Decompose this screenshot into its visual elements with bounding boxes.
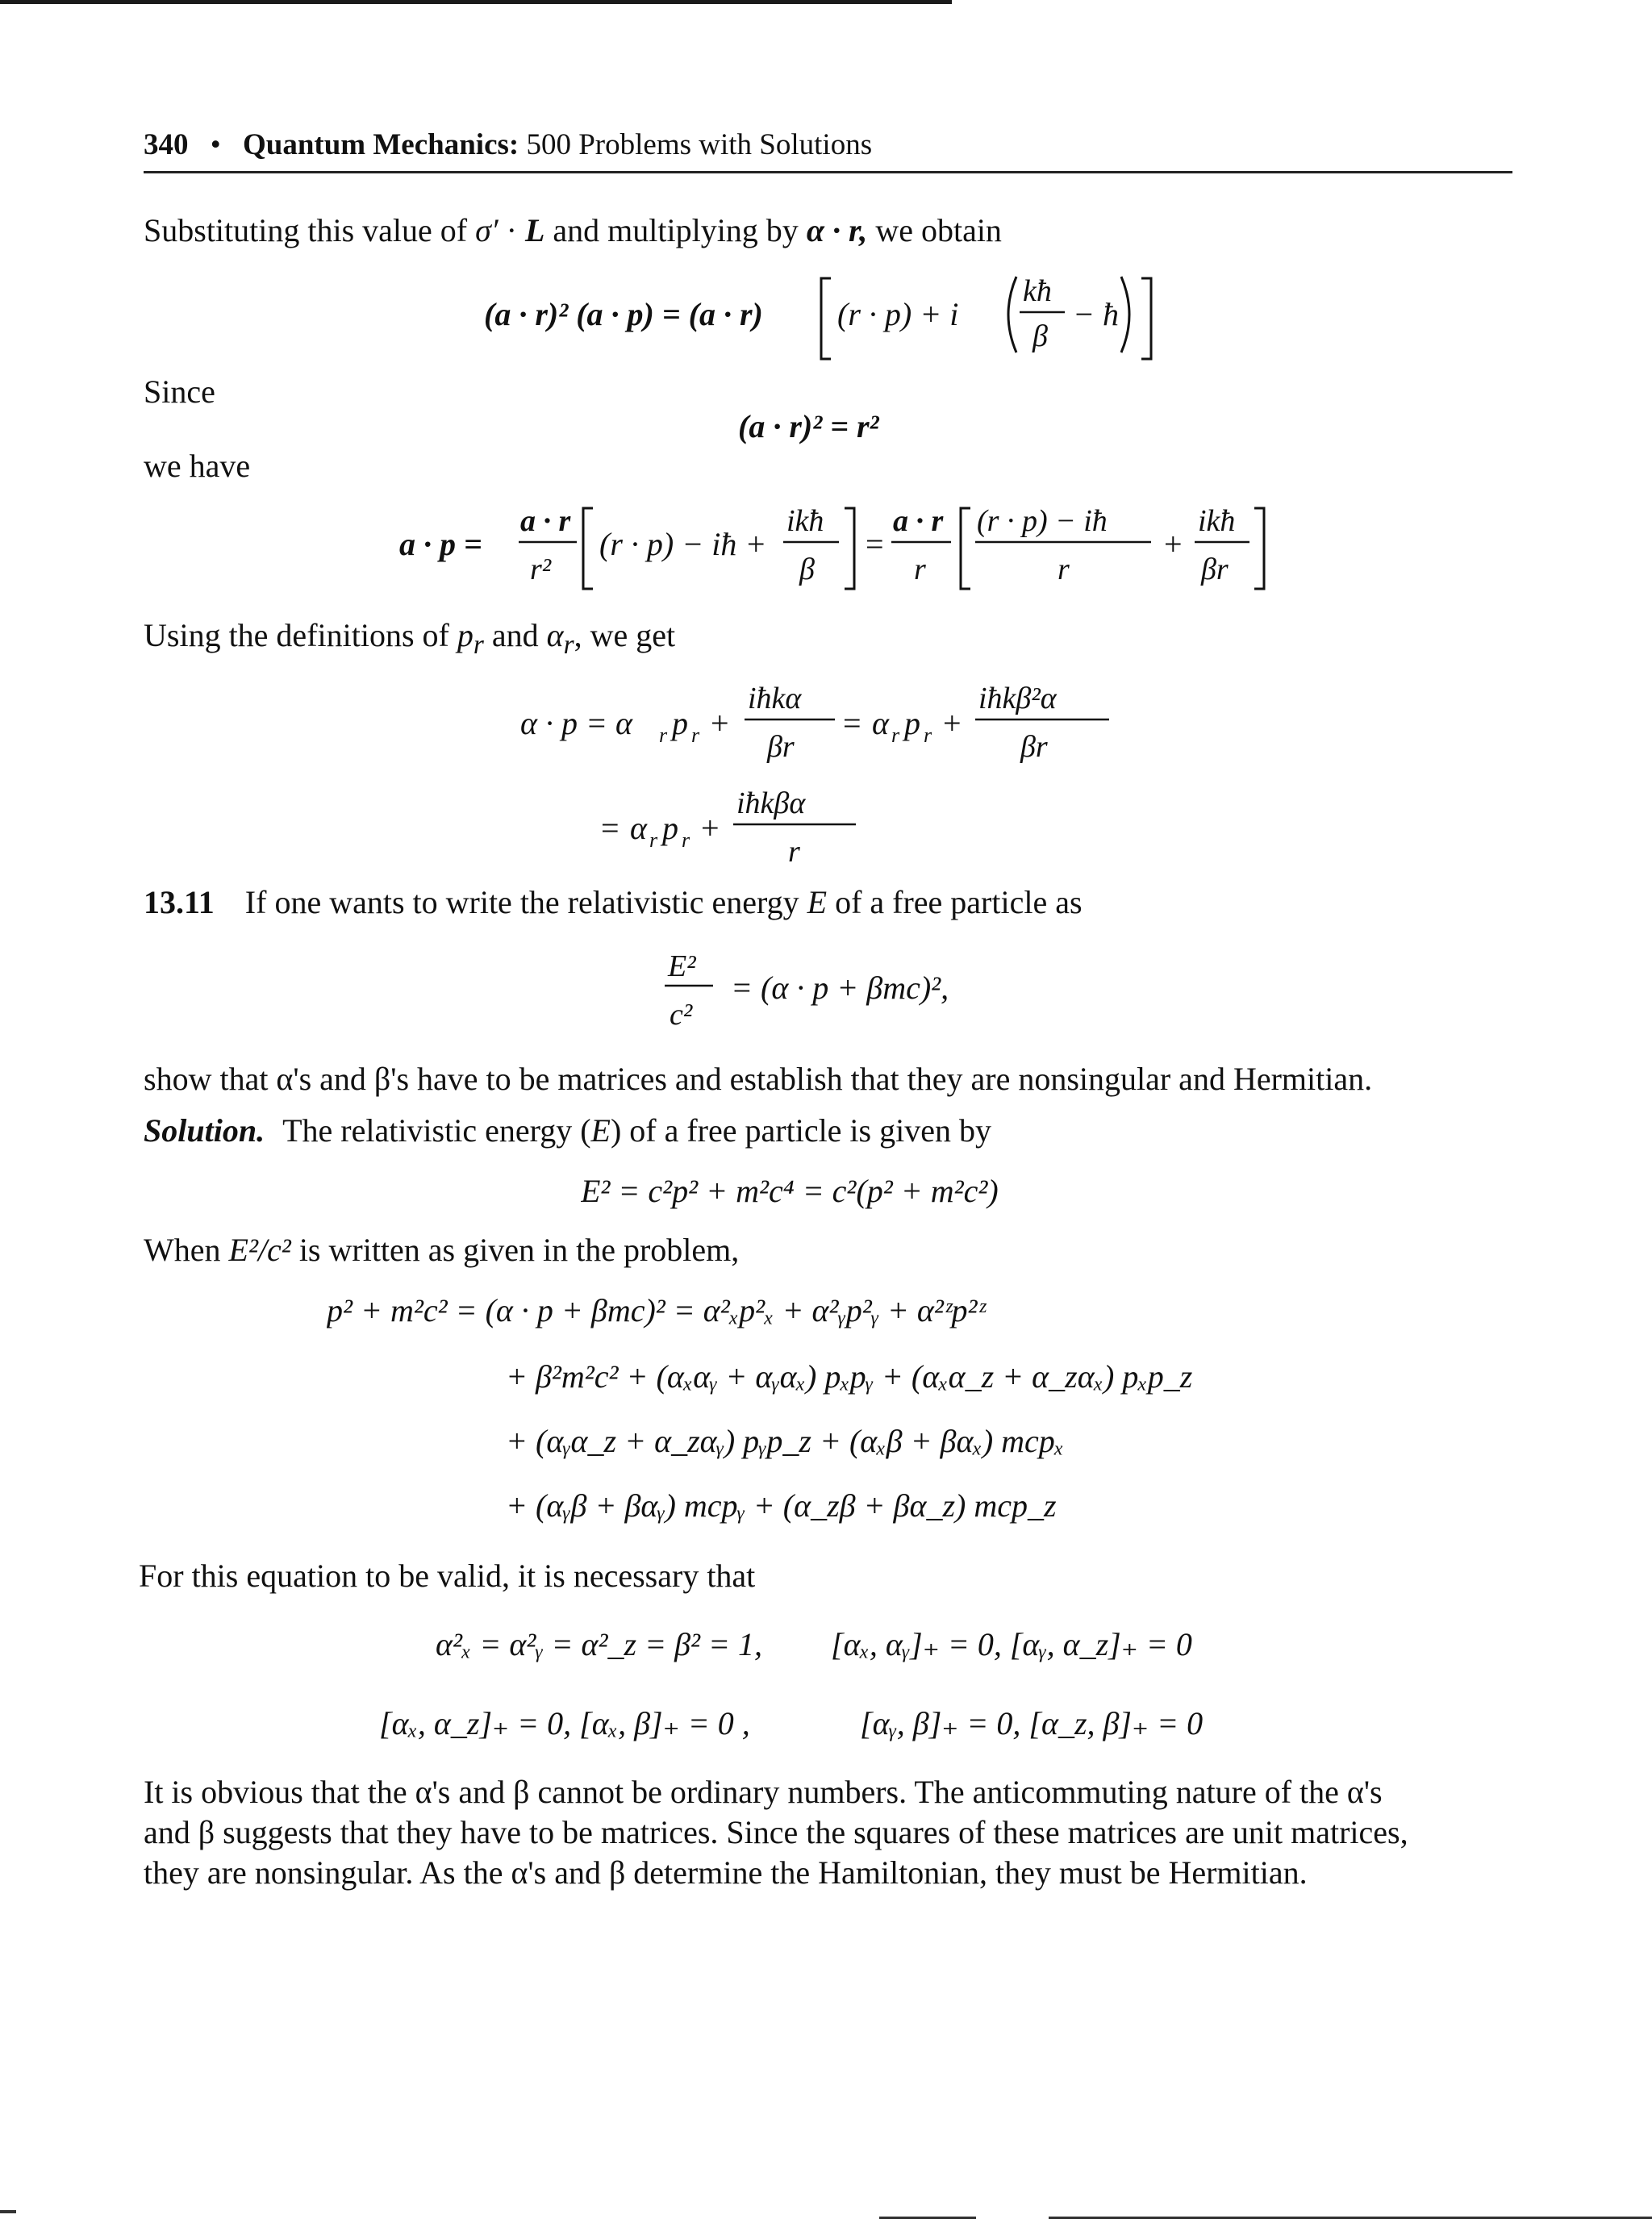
eq6-rhs: = (α · p + βmc)², <box>731 970 949 1006</box>
text-fragment: and multiplying by <box>544 212 807 248</box>
eq4-alpha-p: α <box>872 705 889 741</box>
eq4-f1-num: iħkα <box>748 682 802 715</box>
eq4-f2-num: iħkβ²α <box>978 682 1057 715</box>
eq3-f3-den: r <box>914 553 926 586</box>
eq4-sub: r <box>691 724 700 747</box>
eq1-left-paren <box>1008 277 1016 352</box>
eq3-bracket-1-right <box>845 508 854 589</box>
paragraph-substituting <box>144 210 1002 252</box>
final-paragraph-line-2: and β suggests that they have to be matrices. Since the squares of these matrices are unit matrices, <box>144 1814 1408 1850</box>
eq1-fraction-num: kħ <box>1023 274 1052 308</box>
equation-5 <box>601 774 891 883</box>
eq4-sub: r <box>891 724 900 747</box>
paragraph-show: show that α's and β's have to be matrices and establish that they are nonsingular and Hermitian. <box>144 1061 1373 1097</box>
eq3-bracket-1-left <box>583 508 593 589</box>
eq1-fraction-den: β <box>1032 319 1048 353</box>
equation-3-svg <box>399 492 1270 597</box>
eq1-right-bracket <box>1141 278 1151 359</box>
equation-8 <box>327 1281 1343 1559</box>
problem-13-11-intro <box>144 882 1083 924</box>
eq4-p: p <box>672 705 688 741</box>
header-bullet: • <box>210 128 221 161</box>
book-title: Quantum Mechanics: <box>242 128 519 161</box>
paragraph-when <box>144 1229 739 1271</box>
eq3-f2-num: ikħ <box>786 504 824 538</box>
equation-4 <box>520 669 1133 778</box>
scan-mark <box>879 2217 976 2219</box>
eq1-inner: (r · p) + i <box>837 296 959 332</box>
text-fragment: Substituting this value of <box>144 212 476 248</box>
equation-4-svg <box>520 669 1133 774</box>
math-alpha-r: α · r, <box>806 212 868 248</box>
text-fragment: we obtain <box>867 212 1002 248</box>
eq2-text: (a · r)² = r² <box>738 408 879 444</box>
math-E2-over-c2: E²/c² <box>228 1232 291 1268</box>
equation-9-svg <box>379 1615 1283 1760</box>
eq5-equals: = <box>601 810 620 846</box>
eq3-bracket-2-right <box>1254 508 1264 589</box>
equation-7-svg <box>581 1162 1097 1218</box>
eq3-f2-den: β <box>799 553 815 586</box>
eq3-f1-num: a · r <box>520 504 571 538</box>
paragraph-valid: For this equation to be valid, it is necessary that <box>139 1558 756 1594</box>
final-paragraph-line-3: they are nonsingular. As the α's and β determine the Hamiltonian, they must be Hermitian. <box>144 1854 1308 1891</box>
eq3-f4-num: (r · p) − iħ <box>977 504 1108 538</box>
solution-label: Solution. <box>144 1112 265 1149</box>
equation-1-svg <box>484 262 1162 367</box>
eq6-num: E² <box>668 949 696 983</box>
header-rule <box>144 171 1512 173</box>
eq7-text: E² = c²p² + m²c⁴ = c²(p² + m²c²) <box>581 1173 999 1209</box>
eq5-p: p <box>662 810 678 846</box>
eq3-mid: (r · p) − iħ + <box>599 526 767 562</box>
eq3-lhs: a · p = <box>399 526 482 562</box>
math-L: L <box>524 212 545 248</box>
math-sub-r: r <box>563 630 574 660</box>
equation-5-svg <box>601 774 891 879</box>
text-fragment: Using the definitions of <box>144 617 457 653</box>
eq3-bracket-2-left <box>961 508 970 589</box>
eq3-f1-den: r² <box>530 553 552 586</box>
eq3-plus: + <box>1164 526 1183 562</box>
equation-7 <box>581 1162 1097 1222</box>
math-alpha: α <box>546 617 564 653</box>
equation-1 <box>484 262 1162 371</box>
equation-2-svg <box>738 402 948 450</box>
running-header <box>144 127 872 162</box>
eq6-den: c² <box>670 998 693 1032</box>
eq5-sub: r <box>649 828 658 852</box>
eq5-plus: + <box>701 810 720 846</box>
eq4-sub: r <box>659 724 668 747</box>
eq1-lhs: (a · r)² (a · p) = (a · r) <box>484 296 763 332</box>
eq4-p2: p <box>904 705 920 741</box>
word-since: Since <box>144 373 215 410</box>
eq8-line-3: + (αᵧα_z + α_zαᵧ) pᵧp_z + (αₓβ + βαₓ) mcpₓ <box>506 1423 1065 1459</box>
eq8-line-2: + β²m²c² + (αₓαᵧ + αᵧαₓ) pₓpᵧ + (αₓα_z + α_zαₓ) pₓp_z <box>506 1358 1193 1395</box>
eq5-f-num: iħkβα <box>736 786 806 820</box>
eq3-f5-num: ikħ <box>1198 504 1236 538</box>
math-p: p <box>457 617 473 653</box>
text-fragment: of a free particle as <box>827 884 1083 920</box>
eq9-line-1b: [αₓ, αᵧ]₊ = 0, [αᵧ, α_z]₊ = 0 <box>831 1626 1192 1662</box>
book-subtitle: 500 Problems with Solutions <box>526 128 873 161</box>
eq8-line-1: p² + m²c² = (α · p + βmc)² = α²ₓp²ₓ + α²ᵧp²ᵧ + α²ᶻp²ᶻ <box>327 1292 986 1328</box>
eq3-f5-den: βr <box>1201 553 1229 586</box>
eq3-f3-num: a · r <box>893 504 944 538</box>
math-sub-r: r <box>473 630 484 660</box>
eq3-f4-den: r <box>1058 553 1070 586</box>
eq4-plus: + <box>943 705 962 741</box>
text-fragment: · <box>498 212 525 248</box>
word-we-have: we have <box>144 448 251 484</box>
equation-2 <box>738 402 948 454</box>
equation-6-svg <box>661 936 1016 1041</box>
text-fragment: The relativistic energy ( <box>282 1112 591 1149</box>
eq1-right-paren <box>1121 277 1129 352</box>
text-fragment: , we get <box>574 617 676 653</box>
eq4-lhs: α · p = α <box>520 705 632 741</box>
eq3-equals: = <box>866 526 884 562</box>
eq9-line-1a: α²ₓ = α²ᵧ = α²_z = β² = 1, <box>436 1626 762 1662</box>
math-E: E <box>807 884 828 920</box>
equation-9 <box>379 1615 1283 1764</box>
final-paragraph-line-1: It is obvious that the α's and β cannot be ordinary numbers. The anticommuting nature of the α's <box>144 1774 1383 1810</box>
eq9-line-2a: [αₓ, α_z]₊ = 0, [αₓ, β]₊ = 0 , <box>379 1705 750 1741</box>
math-sigma: σ′ <box>475 212 499 248</box>
eq1-tail: − ħ <box>1073 296 1119 332</box>
eq4-plus: + <box>711 705 729 741</box>
eq4-f2-den: βr <box>1020 730 1048 764</box>
scan-mark <box>1049 2217 1652 2219</box>
eq4-f1-den: βr <box>767 730 795 764</box>
eq5-f-den: r <box>788 835 800 869</box>
text-fragment: ) of a free particle is given by <box>610 1112 991 1149</box>
eq4-equals: = <box>843 705 861 741</box>
eq9-line-2b: [αᵧ, β]₊ = 0, [α_z, β]₊ = 0 <box>860 1705 1204 1741</box>
eq8-line-4: + (αᵧβ + βαᵧ) mcpᵧ + (α_zβ + βα_z) mcp_z <box>506 1487 1057 1524</box>
text-fragment: and <box>483 617 547 653</box>
eq4-sub: r <box>924 724 932 747</box>
paragraph-using <box>144 615 675 666</box>
text-fragment: is written as given in the problem, <box>290 1232 740 1268</box>
eq5-sub: r <box>682 828 690 852</box>
problem-number: 13.11 <box>144 884 215 920</box>
top-border-line <box>0 0 952 4</box>
eq5-alpha: α <box>630 810 647 846</box>
equation-8-svg <box>327 1281 1343 1555</box>
text-fragment: When <box>144 1232 229 1268</box>
paragraph-solution <box>144 1110 991 1152</box>
equation-3 <box>399 492 1270 601</box>
eq1-left-bracket <box>821 278 831 359</box>
page-number: 340 <box>144 128 189 161</box>
text-fragment: If one wants to write the relativistic energy <box>244 884 807 920</box>
math-E: E <box>590 1112 611 1149</box>
equation-6 <box>661 936 1016 1045</box>
scan-mark <box>0 2210 16 2213</box>
